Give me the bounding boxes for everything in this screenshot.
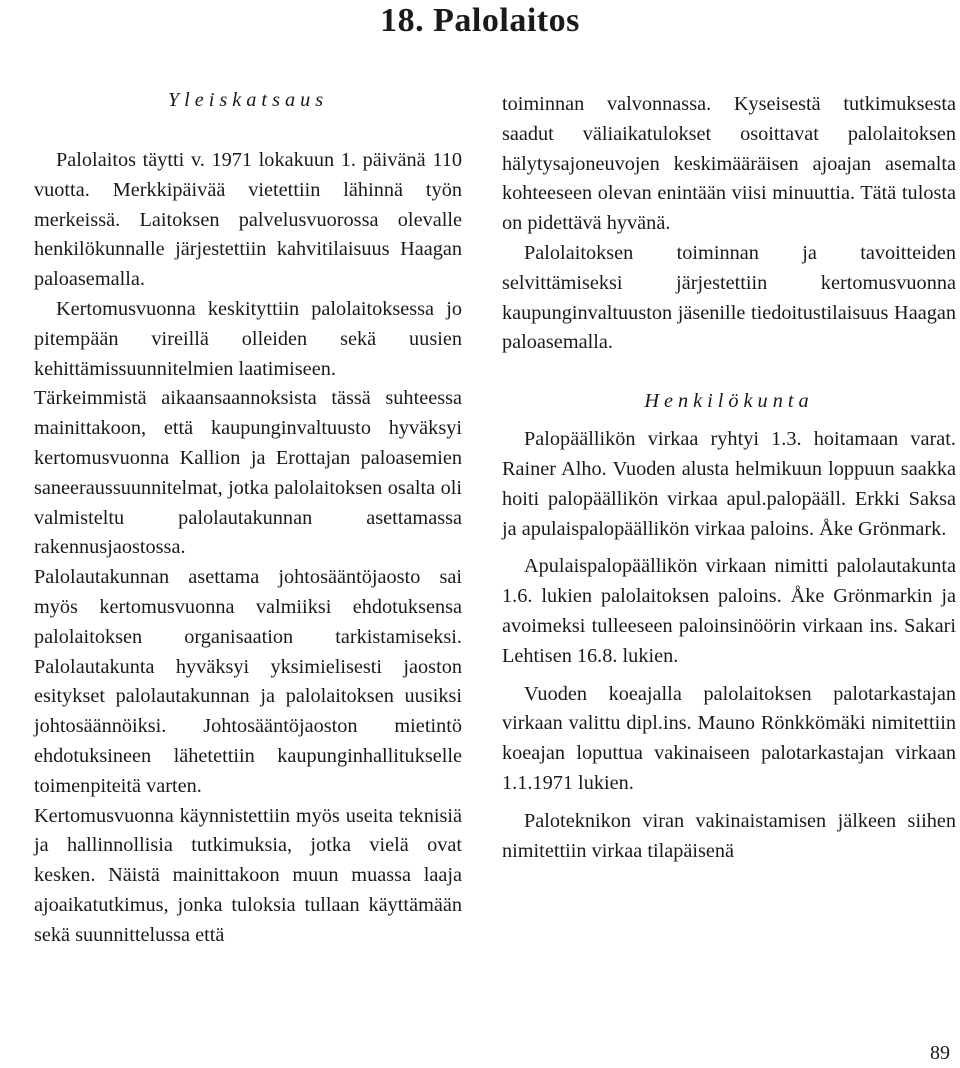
page-number: 89 xyxy=(930,1042,950,1064)
paragraph: Palolautakunnan asettama johtosääntöjaosto sai myös kertomusvuonna valmiiksi ehdotuksensa palolaitoksen organisaation tarkistamiseksi. Palolautakunta hyväksyi yksimielisesti jaoston esitykset palolautakunnan ja palolaitoksen uusiksi johtosäännöiksi. Johtosääntöjaoston mietintö ehdotuksineen lähetettiin kaupunginhallitukselle toimenpiteitä varten. xyxy=(34,566,462,797)
paragraph: Tärkeimmistä aikaansaannoksista tässä suhteessa mainittakoon, että kaupunginvaltuusto hyväksyi kertomusvuonna Kallion ja Erottajan paloasemien saneeraussuunnitelmat, jotka palolaitoksen osalta oli valmisteltu palolautakunnan asettamassa rakennusjaostossa. xyxy=(34,387,462,559)
left-column xyxy=(34,82,462,951)
paragraph: Paloteknikon viran vakinaistamisen jälkeen siihen nimitettiin virkaa tilapäisenä xyxy=(502,809,956,862)
paragraph: Palolaitoksen toiminnan ja tavoitteiden selvittämiseksi järjestettiin kertomusvuonna kaupunginvaltuuston jäsenille tiedoitustilaisuus Haagan paloasemalla. xyxy=(502,241,956,354)
paragraph: Apulaispalopäällikön virkaan nimitti palolautakunta 1.6. lukien palolaitoksen paloins. Åke Grönmarkin ja avoimeksi tulleeseen paloinsinöörin virkaan ins. Sakari Lehtisen 16.8. lukien. xyxy=(502,555,956,667)
paragraph: Vuoden koeajalla palolaitoksen palotarkastajan virkaan valittu dipl.ins. Mauno Rönkkömäki nimitettiin koeajan loputtua vakinaiseen palotarkastajan virkaan 1.1.1971 lukien. xyxy=(502,682,956,794)
section-heading-personnel: Henkilökunta xyxy=(644,390,814,413)
section-heading-overview: Yleiskatsaus xyxy=(167,89,329,111)
paragraph: Kertomusvuonna käynnistettiin myös useita teknisiä ja hallinnollisia tutkimuksia, jotka vielä ovat kesken. Näistä mainittakoon muun muassa laaja ajoaikatutkimus, jonka tuloksia tullaan käyttämään sekä suunnittelussa että xyxy=(34,804,462,946)
page-title: 18. Palolaitos xyxy=(380,2,580,39)
paragraph: Palopäällikön virkaa ryhtyi 1.3. hoitamaan varat. Rainer Alho. Vuoden alusta helmikuun loppuun saakka hoiti palopäällikön virkaa apul.palopääll. Erkki Saksa ja apulaispalopäällikön virkaa paloins. Åke Grönmark. xyxy=(502,428,956,540)
paragraph: toiminnan valvonnassa. Kyseisestä tutkimuksesta saadut väliaikatulokset osoittavat palolaitoksen hälytysajoneuvojen keskimääräisen ajoajan asemalta kohteeseen olevan enintään viisi minuuttia. Tätä tulosta on pidettävä hyvänä. xyxy=(502,93,956,235)
paragraph: Kertomusvuonna keskityttiin palolaitoksessa jo pitempään vireillä olleiden sekä uusien kehittämissuunnitelmien laatimiseen. xyxy=(34,297,462,380)
paragraph: Palolaitos täytti v. 1971 lokakuun 1. päivänä 110 vuotta. Merkkipäivää vietettiin lähinnä työn merkeissä. Laitoksen palvelusvuorossa olevalle henkilökunnalle järjestettiin kahvitilaisuus Haagan paloasemalla. xyxy=(34,149,462,291)
right-column xyxy=(502,90,956,866)
